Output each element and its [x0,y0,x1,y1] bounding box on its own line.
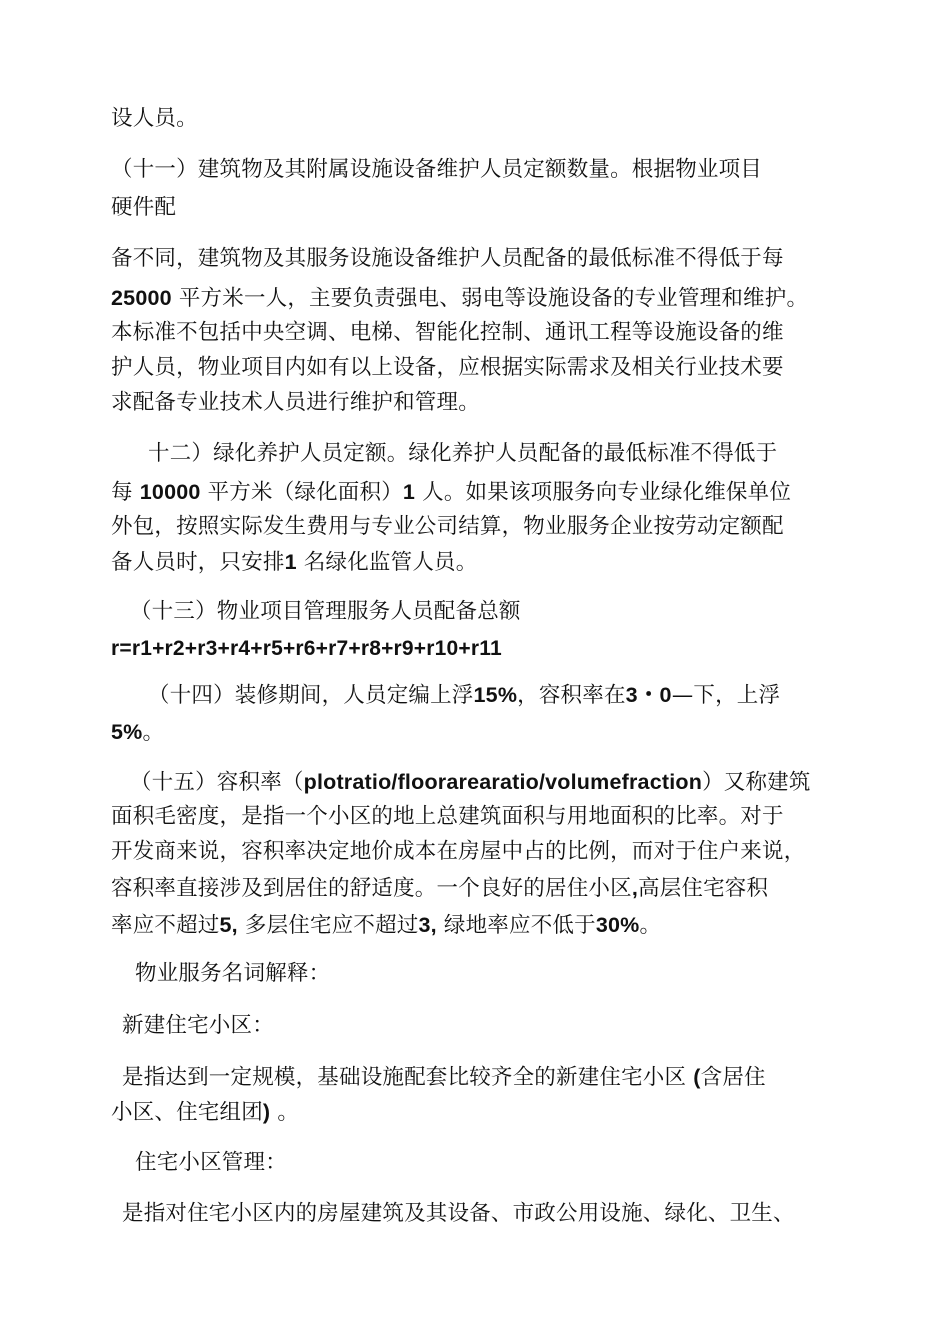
text-line: （十三）物业项目管理服务人员配备总额 [130,599,521,624]
text-line: 护人员，物业项目内如有以上设备，应根据实际需求及相关行业技术要 [111,355,784,380]
text-line: 是指对住宅小区内的房屋建筑及其设备、市政公用设施、绿化、卫生、 [122,1201,795,1226]
section-heading: 物业服务名词解释： [135,961,331,986]
text-line: （十一）建筑物及其附属设施设备维护人员定额数量。根据物业项目 [111,157,763,182]
text-line: 每 10000 平方米（绿化面积）1 人。如果该项服务向专业绿化维保单位 [111,480,792,505]
text-line: 外包，按照实际发生费用与专业公司结算，物业服务企业按劳动定额配 [111,514,784,539]
text-line: 小区、住宅组团) 。 [111,1100,300,1125]
term-heading: 住宅小区管理： [135,1150,287,1175]
text-line: 是指达到一定规模，基础设施配套比较齐全的新建住宅小区 (含居住 [122,1065,766,1090]
text-line: 容积率直接涉及到居住的舒适度。一个良好的居住小区,高层住宅容积 [111,876,769,901]
text-line: 5%。 [111,720,165,745]
text-line: 硬件配 [111,195,177,220]
text-line: 开发商来说，容积率决定地价成本在房屋中占的比例，而对于住户来说， [111,839,806,864]
text-line: 备不同，建筑物及其服务设施设备维护人员配备的最低标准不得低于每 [111,246,784,271]
text-line: 本标准不包括中央空调、电梯、智能化控制、通讯工程等设施设备的维 [111,320,784,345]
text-line: 25000 平方米一人，主要负责强电、弱电等设施设备的专业管理和维护。 [111,286,809,311]
text-line: 率应不超过5, 多层住宅应不超过3, 绿地率应不低于30%。 [111,913,662,938]
text-line: （十五）容积率（plotratio/floorarearatio/volumefraction）又称建筑 [130,770,811,795]
text-line: 备人员时，只安排1 名绿化监管人员。 [111,550,478,575]
text-line: 设人员。 [111,106,198,131]
text-line: 面积毛密度，是指一个小区的地上总建筑面积与用地面积的比率。对于 [111,804,784,829]
text-line: 求配备专业技术人员进行维护和管理。 [111,390,480,415]
formula-line: r=r1+r2+r3+r4+r5+r6+r7+r8+r9+r10+r11 [111,637,502,660]
text-line: （十四）装修期间，人员定编上浮15%，容积率在3・0—下，上浮 [148,683,781,708]
text-line: 十二）绿化养护人员定额。绿化养护人员配备的最低标准不得低于 [148,441,778,466]
term-heading: 新建住宅小区： [122,1013,274,1038]
